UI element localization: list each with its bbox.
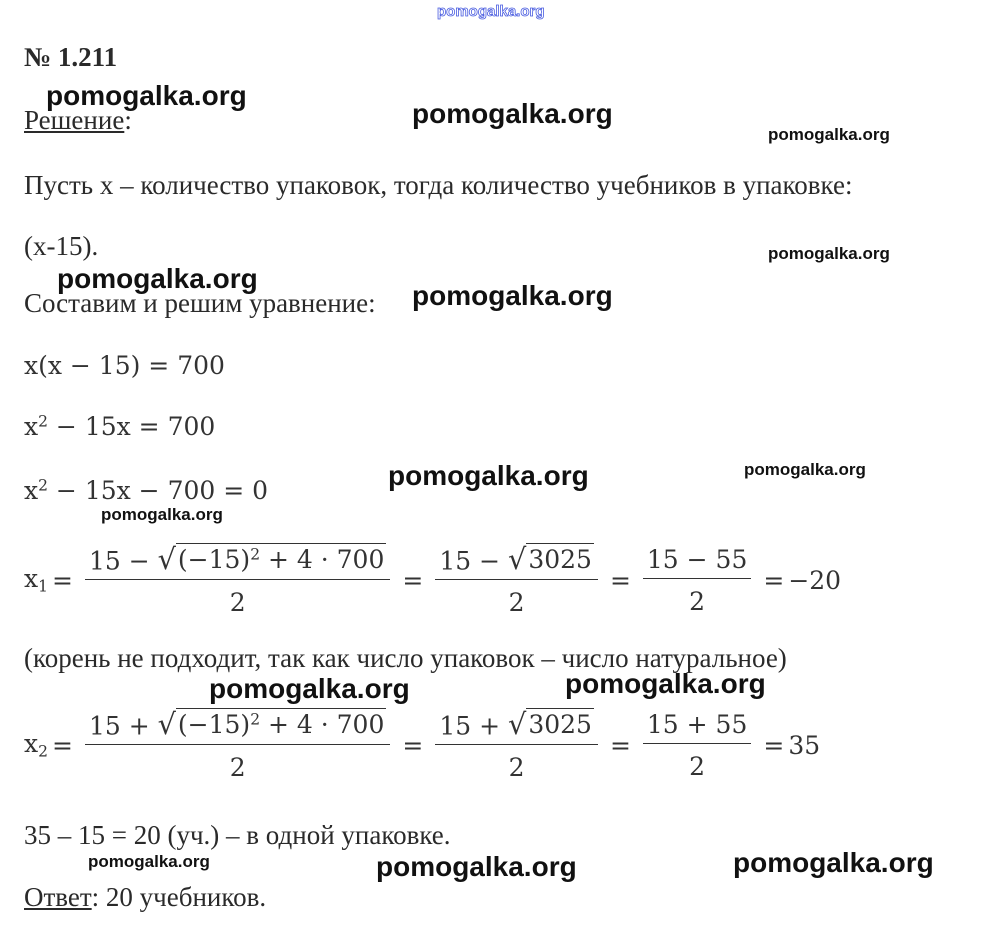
equation-1: x(x − 15) = 700 [24,351,225,380]
x2-fraction-2: 15 + √ 3025 2 [435,708,598,782]
text-line-2: (x-15). [24,231,99,261]
x1-result: −20 [788,565,842,595]
x1-fraction-1: 15 − √ $(-15)^2 + 4 \cdot 700$ 2 [85,543,390,617]
watermark: pomogalka.org [744,460,866,479]
text-line-final: 35 – 15 = 20 (уч.) – в одной упаковке. [24,820,451,850]
watermark: pomogalka.org [88,852,210,871]
watermark: pomogalka.org [388,460,589,491]
watermark: pomogalka.org [376,851,577,882]
root-note: (корень не подходит, так как число упаковок – число натуральное) [24,643,787,673]
x2-fraction-1: 15 + √ $(-15)^2 + 4 \cdot 700$ 2 [85,708,390,782]
x2-result: 35 [788,730,821,760]
watermark: pomogalka.org [412,98,613,129]
watermark: pomogalka.org [57,263,258,294]
equation-2: $x^2 - 15x = 700$ [24,412,216,441]
watermark: pomogalka.org [46,80,247,111]
x2-fraction-3: $\frac{15 + 55}{2}$ [643,710,751,781]
x2-var: $x_2$ [24,729,48,761]
watermark: pomogalka.org [565,668,766,699]
root-x2-formula: $x_2$ = 15 + √ $(-15)^2 + 4 \cdot 700$ 2 = 15 + √ 3025 2 = $\frac{15 + 55}{2}$ = 35 [24,707,821,783]
watermark: pomogalka.org [209,673,410,704]
answer-label: Ответ [24,882,92,912]
problem-number: № 1.211 [24,42,118,72]
answer-line [24,884,266,911]
text-line-3: Составим и решим уравнение: [24,288,376,318]
x1-var: $x_1$ [24,564,48,596]
answer-text: : 20 учебников. [91,882,267,912]
watermark: pomogalka.org [768,125,890,144]
root-x1-formula: $x_1$ = 15 − √ $(-15)^2 + 4 \cdot 700$ 2 = 15 − √ 3025 2 = $\frac{15 - 55}{2}$ = −20 [24,542,842,618]
watermark: pomogalka.org [768,244,890,263]
watermark: pomogalka.org [101,505,223,524]
text-line-1: Пусть x – количество упаковок, тогда количество учебников в упаковке: [24,170,853,200]
x1-fraction-3: $\frac{15 - 55}{2}$ [643,545,751,616]
watermark-top: pomogalka.org [437,3,545,20]
watermark: pomogalka.org [412,280,613,311]
solution-colon: : [124,105,132,135]
solution-label: Решение [24,105,125,135]
x1-fraction-2: 15 − √ 3025 2 [435,543,598,617]
equation-3: $x^2 - 15x - 700 = 0$ [24,476,269,505]
watermark: pomogalka.org [733,847,934,878]
